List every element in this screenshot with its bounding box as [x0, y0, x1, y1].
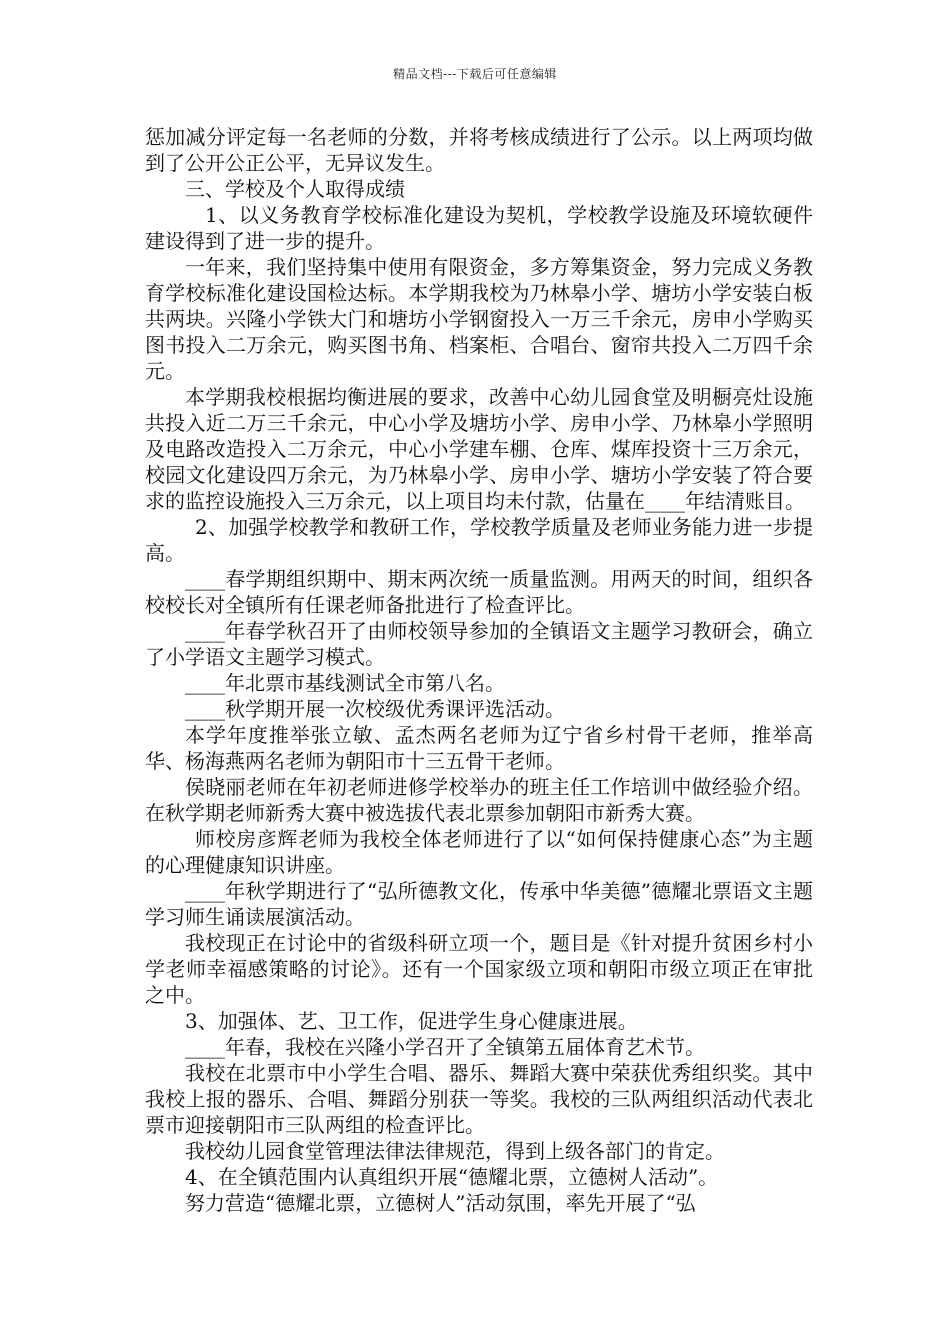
- paragraph: ____春学期组织期中、期末两次统一质量监测。用两天的时间，组织各校校长对全镇所有任课老师备批进行了检查评比。: [145, 567, 813, 617]
- subsection-heading: 2、加强学校教学和教研工作，学校教学质量及老师业务能力进一步提高。: [145, 515, 813, 565]
- paragraph: 我校幼儿园食堂管理法律法律规范，得到上级各部门的肯定。: [185, 1139, 725, 1163]
- section-heading: 三、学校及个人取得成绩: [185, 177, 405, 201]
- page-header: 精品文档---下载后可任意编辑: [393, 67, 557, 81]
- paragraph: 本学期我校根据均衡进展的要求，改善中心幼儿园食堂及明橱亮灶设施共投入近二万三千余元，中心小学及塘坊小学、房申小学、乃林皋小学照明及电路改造投入二万余元，中心小学建车棚、仓库、煤库投资十三万余元，校园文化建设四万余元，为乃林皋小学、房申小学、塘坊小学安装了符合要求的监控设施投入三万余元，以上项目均未付款，估量在____年结清账目。: [145, 385, 813, 513]
- paragraph: ____年春，我校在兴隆小学召开了全镇第五届体育艺术节。: [185, 1035, 705, 1059]
- paragraph: 师校房彦辉老师为我校全体老师进行了以“如何保持健康心态”为主题的心理健康知识讲座。: [145, 827, 813, 877]
- document-body: [145, 124, 813, 1216]
- paragraph: 本学年度推举张立敏、孟杰两名老师为辽宁省乡村骨干老师，推举高华、杨海燕两名老师为朝阳市十三五骨干老师。: [145, 723, 813, 773]
- paragraph: ____年春学秋召开了由师校领导参加的全镇语文主题学习教研会，确立了小学语文主题学习模式。: [145, 619, 813, 669]
- paragraph: ____秋学期开展一次校级优秀课评选活动。: [185, 697, 565, 721]
- subsection-heading: 1、以义务教育学校标准化建设为契机，学校教学设施及环境软硬件建设得到了进一步的提升。: [145, 203, 813, 253]
- paragraph: ____年秋学期进行了“弘所德教文化，传承中华美德”德耀北票语文主题学习师生诵读展演活动。: [145, 879, 813, 929]
- paragraph: 侯晓丽老师在年初老师进修学校举办的班主任工作培训中做经验介绍。在秋学期老师新秀大赛中被选拔代表北票参加朝阳市新秀大赛。: [145, 775, 813, 825]
- paragraph: 我校现正在讨论中的省级科研立项一个，题目是《针对提升贫困乡村小学老师幸福感策略的讨论》。还有一个国家级立项和朝阳市级立项正在审批之中。: [145, 931, 813, 1007]
- paragraph: 惩加减分评定每一名老师的分数，并将考核成绩进行了公示。以上两项均做到了公开公正公平，无异议发生。: [145, 125, 813, 175]
- paragraph: ____年北票市基线测试全市第八名。: [185, 671, 505, 695]
- paragraph: 努力营造“德耀北票，立德树人”活动氛围，率先开展了“弘: [185, 1191, 696, 1215]
- paragraph: 一年来，我们坚持集中使用有限资金，多方筹集资金，努力完成义务教育学校标准化建设国检达标。本学期我校为乃林皋小学、塘坊小学安装白板共两块。兴隆小学铁大门和塘坊小学钢窗投入一万三千余元，房申小学购买图书投入二万余元，购买图书角、档案柜、合唱台、窗帘共投入二万四千余元。: [145, 255, 813, 383]
- subsection-heading: 3、加强体、艺、卫工作，促进学生身心健康进展。: [185, 1009, 638, 1033]
- paragraph: 我校在北票市中小学生合唱、器乐、舞蹈大赛中荣获优秀组织奖。其中我校上报的器乐、合唱、舞蹈分别获一等奖。我校的三队两组织活动代表北票市迎接朝阳市三队两组的检查评比。: [145, 1061, 813, 1137]
- subsection-heading: 4、在全镇范围内认真组织开展“德耀北票，立德树人活动”。: [185, 1165, 719, 1189]
